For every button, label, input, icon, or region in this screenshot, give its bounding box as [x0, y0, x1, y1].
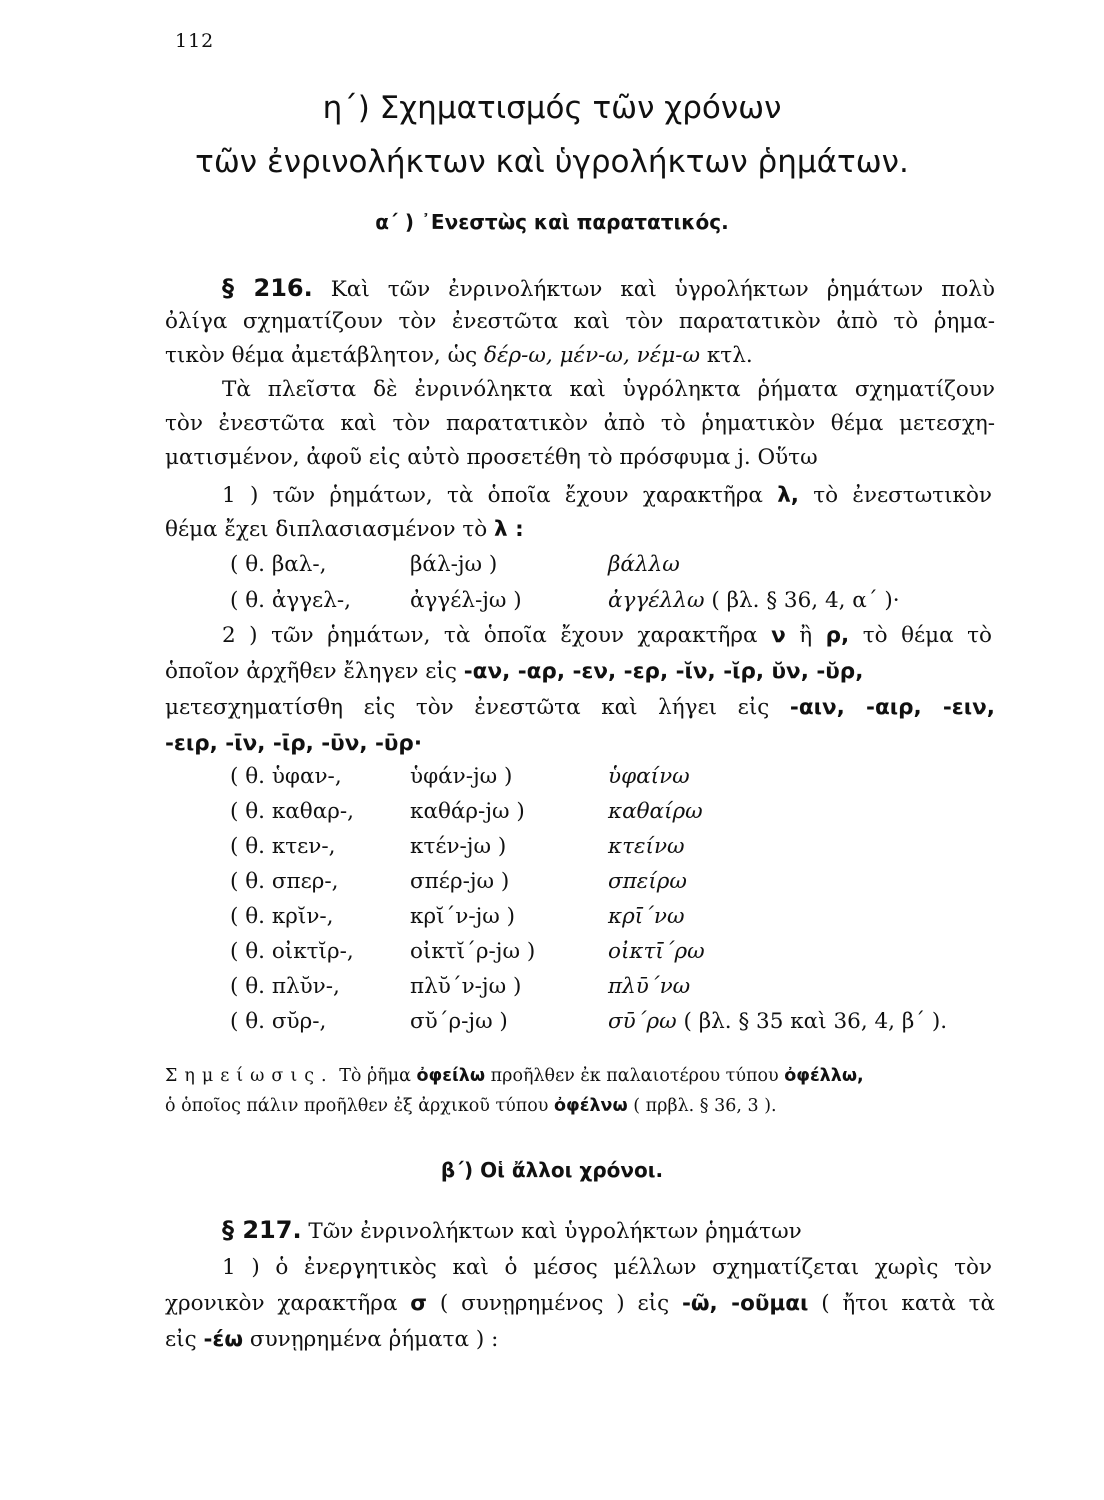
- paragraph-216-line: τὸν ἐνεστῶτα καὶ τὸν παρατατικὸν ἀπὸ τὸ ῥηματικὸν θέμα μετεσχη-: [165, 411, 995, 436]
- rule-2-line: -ειρ, -ῑν, -ῑρ, -ῡν, -ῡρ·: [165, 731, 422, 756]
- form-cell: βάλ-jω ): [410, 552, 498, 577]
- example-row: [230, 799, 1030, 827]
- example-row: [230, 1009, 1030, 1037]
- paragraph-216-line: ὀλίγα σχηματίζουν τὸν ἐνεστῶτα καὶ τὸν παρατατικὸν ἀπὸ τὸ ῥημα-: [165, 309, 995, 334]
- rule-2-line: ὁποῖον ἀρχῆθεν ἔληγεν εἰς -αν, -αρ, -εν, -ερ, -ῐν, -ῐρ, ῠν, -ῠρ,: [165, 659, 864, 684]
- note-line: ὁ ὁποῖος πάλιν προῆλθεν ἐξ ἀρχικοῦ τύπου ὀφέλνω ( πρβλ. § 36, 3 ).: [165, 1096, 777, 1116]
- rule-2-line: 2 ) τῶν ῥημάτων, τὰ ὁποῖα ἔχουν χαρακτῆρα ν ἢ ρ, τὸ θέμα τὸ: [222, 623, 992, 648]
- result-cell: καθαίρω: [608, 799, 703, 824]
- paragraph-216-line: ματισμένον, ἀφοῦ εἰς αὐτὸ προσετέθη τὸ πρόσφυμα j. Οὕτω: [165, 445, 818, 470]
- form-cell: καθάρ-jω ): [410, 799, 525, 824]
- paragraph-217-line: § 217. Τῶν ἐνρινολήκτων καὶ ὑγρολήκτων ῥημάτων: [222, 1216, 802, 1244]
- form-cell: ὑφάν-jω ): [410, 764, 513, 789]
- stem-cell: ( θ. οἰκτῐρ-,: [230, 939, 354, 964]
- result-cell: ἀγγέλλω ( βλ. § 36, 4, α΄ )·: [608, 588, 900, 613]
- rule-2-line: μετεσχηματίσθη εἰς τὸν ἐνεστῶτα καὶ λήγει εἰς -αιν, -αιρ, -ειν,: [165, 695, 995, 720]
- form-cell: ἀγγέλ-jω ): [410, 588, 522, 613]
- paragraph-216-line: τικὸν θέμα ἀμετάβλητον, ὡς δέρ-ω, μέν-ω, νέμ-ω κτλ.: [165, 343, 753, 368]
- stem-cell: ( θ. κτεν-,: [230, 834, 336, 859]
- paragraph-217-line: εἰς -έω συνῃρημένα ῥήματα ) :: [165, 1327, 499, 1352]
- example-row: [230, 834, 1030, 862]
- form-cell: σῠ΄ρ-jω ): [410, 1009, 508, 1034]
- page-number: 112: [175, 30, 215, 52]
- result-cell: βάλλω: [608, 552, 680, 577]
- section-title-line2: τῶν ἐνρινολήκτων καὶ ὑγρολήκτων ῥημάτων.: [195, 144, 909, 180]
- stem-cell: ( θ. ὑφαν-,: [230, 764, 342, 789]
- result-cell: σῡ΄ρω ( βλ. § 35 καὶ 36, 4, β΄ ).: [608, 1009, 948, 1034]
- subheading-other-tenses: β΄) Οἱ ἄλλοι χρόνοι.: [440, 1158, 664, 1182]
- section-title-line1: η΄) Σχηματισμός τῶν χρόνων: [322, 90, 782, 126]
- form-cell: κρῐ΄ν-jω ): [410, 904, 516, 929]
- form-cell: σπέρ-jω ): [410, 869, 510, 894]
- stem-cell: ( θ. βαλ-,: [230, 552, 327, 577]
- result-cell: σπείρω: [608, 869, 687, 894]
- stem-cell: ( θ. σῠρ-,: [230, 1009, 327, 1034]
- result-cell: πλῡ΄νω: [608, 974, 691, 999]
- stem-cell: ( θ. καθαρ-,: [230, 799, 354, 824]
- paragraph-217-line: χρονικὸν χαρακτῆρα σ ( συνῃρημένος ) εἰς -ῶ, -οῦμαι ( ἤτοι κατὰ τὰ: [165, 1291, 995, 1316]
- form-cell: οἰκτῐ΄ρ-jω ): [410, 939, 536, 964]
- form-cell: πλῠ΄ν-jω ): [410, 974, 522, 999]
- result-cell: κτείνω: [608, 834, 685, 859]
- example-row: [230, 939, 1030, 967]
- example-row: [230, 764, 1030, 792]
- rule-1-line: θέμα ἔχει διπλασιασμένον τὸ λ :: [165, 517, 524, 542]
- stem-cell: ( θ. κρῐν-,: [230, 904, 334, 929]
- section-number: § 217.: [222, 1216, 302, 1244]
- cross-reference: ( βλ. § 36, 4, α΄ )·: [711, 588, 900, 613]
- note-label: Σημείωσις.: [165, 1066, 334, 1086]
- example-row: [230, 552, 1030, 580]
- paragraph-216-line: Τὰ πλεῖστα δὲ ἐνρινόληκτα καὶ ὑγρόληκτα ῥήματα σχηματίζουν: [222, 377, 995, 402]
- stem-cell: ( θ. πλῠν-,: [230, 974, 340, 999]
- result-cell: κρῑ΄νω: [608, 904, 685, 929]
- paragraph-216-line: § 216. Καὶ τῶν ἐνρινολήκτων καὶ ὑγρολήκτων ῥημάτων πολὺ: [222, 274, 995, 302]
- example-row: [230, 974, 1030, 1002]
- example-verbs: δέρ-ω, μέν-ω, νέμ-ω: [484, 343, 701, 368]
- paragraph-217-line: 1 ) ὁ ἐνεργητικὸς καὶ ὁ μέσος μέλλων σχηματίζεται χωρὶς τὸν: [222, 1255, 992, 1280]
- example-row: [230, 904, 1030, 932]
- section-number: § 216.: [222, 274, 313, 302]
- form-cell: κτέν-jω ): [410, 834, 507, 859]
- cross-reference: ( βλ. § 35 καὶ 36, 4, β΄ ).: [683, 1009, 948, 1034]
- result-cell: οἰκτῑ΄ρω: [608, 939, 705, 964]
- stem-cell: ( θ. ἀγγελ-,: [230, 588, 351, 613]
- example-row: [230, 588, 1030, 616]
- stem-cell: ( θ. σπερ-,: [230, 869, 339, 894]
- result-cell: ὑφαίνω: [608, 764, 690, 789]
- subheading-present-imperfect: α΄ ) ᾿Ενεστὼς καὶ παρατατικός.: [375, 210, 729, 234]
- note-line: Σημείωσις. Τὸ ῥῆμα ὀφείλω προῆλθεν ἐκ παλαιοτέρου τύπου ὀφέλλω,: [165, 1066, 864, 1086]
- rule-1-line: 1 ) τῶν ῥημάτων, τὰ ὁποῖα ἔχουν χαρακτῆρα λ, τὸ ἐνεστωτικὸν: [222, 483, 992, 508]
- example-row: [230, 869, 1030, 897]
